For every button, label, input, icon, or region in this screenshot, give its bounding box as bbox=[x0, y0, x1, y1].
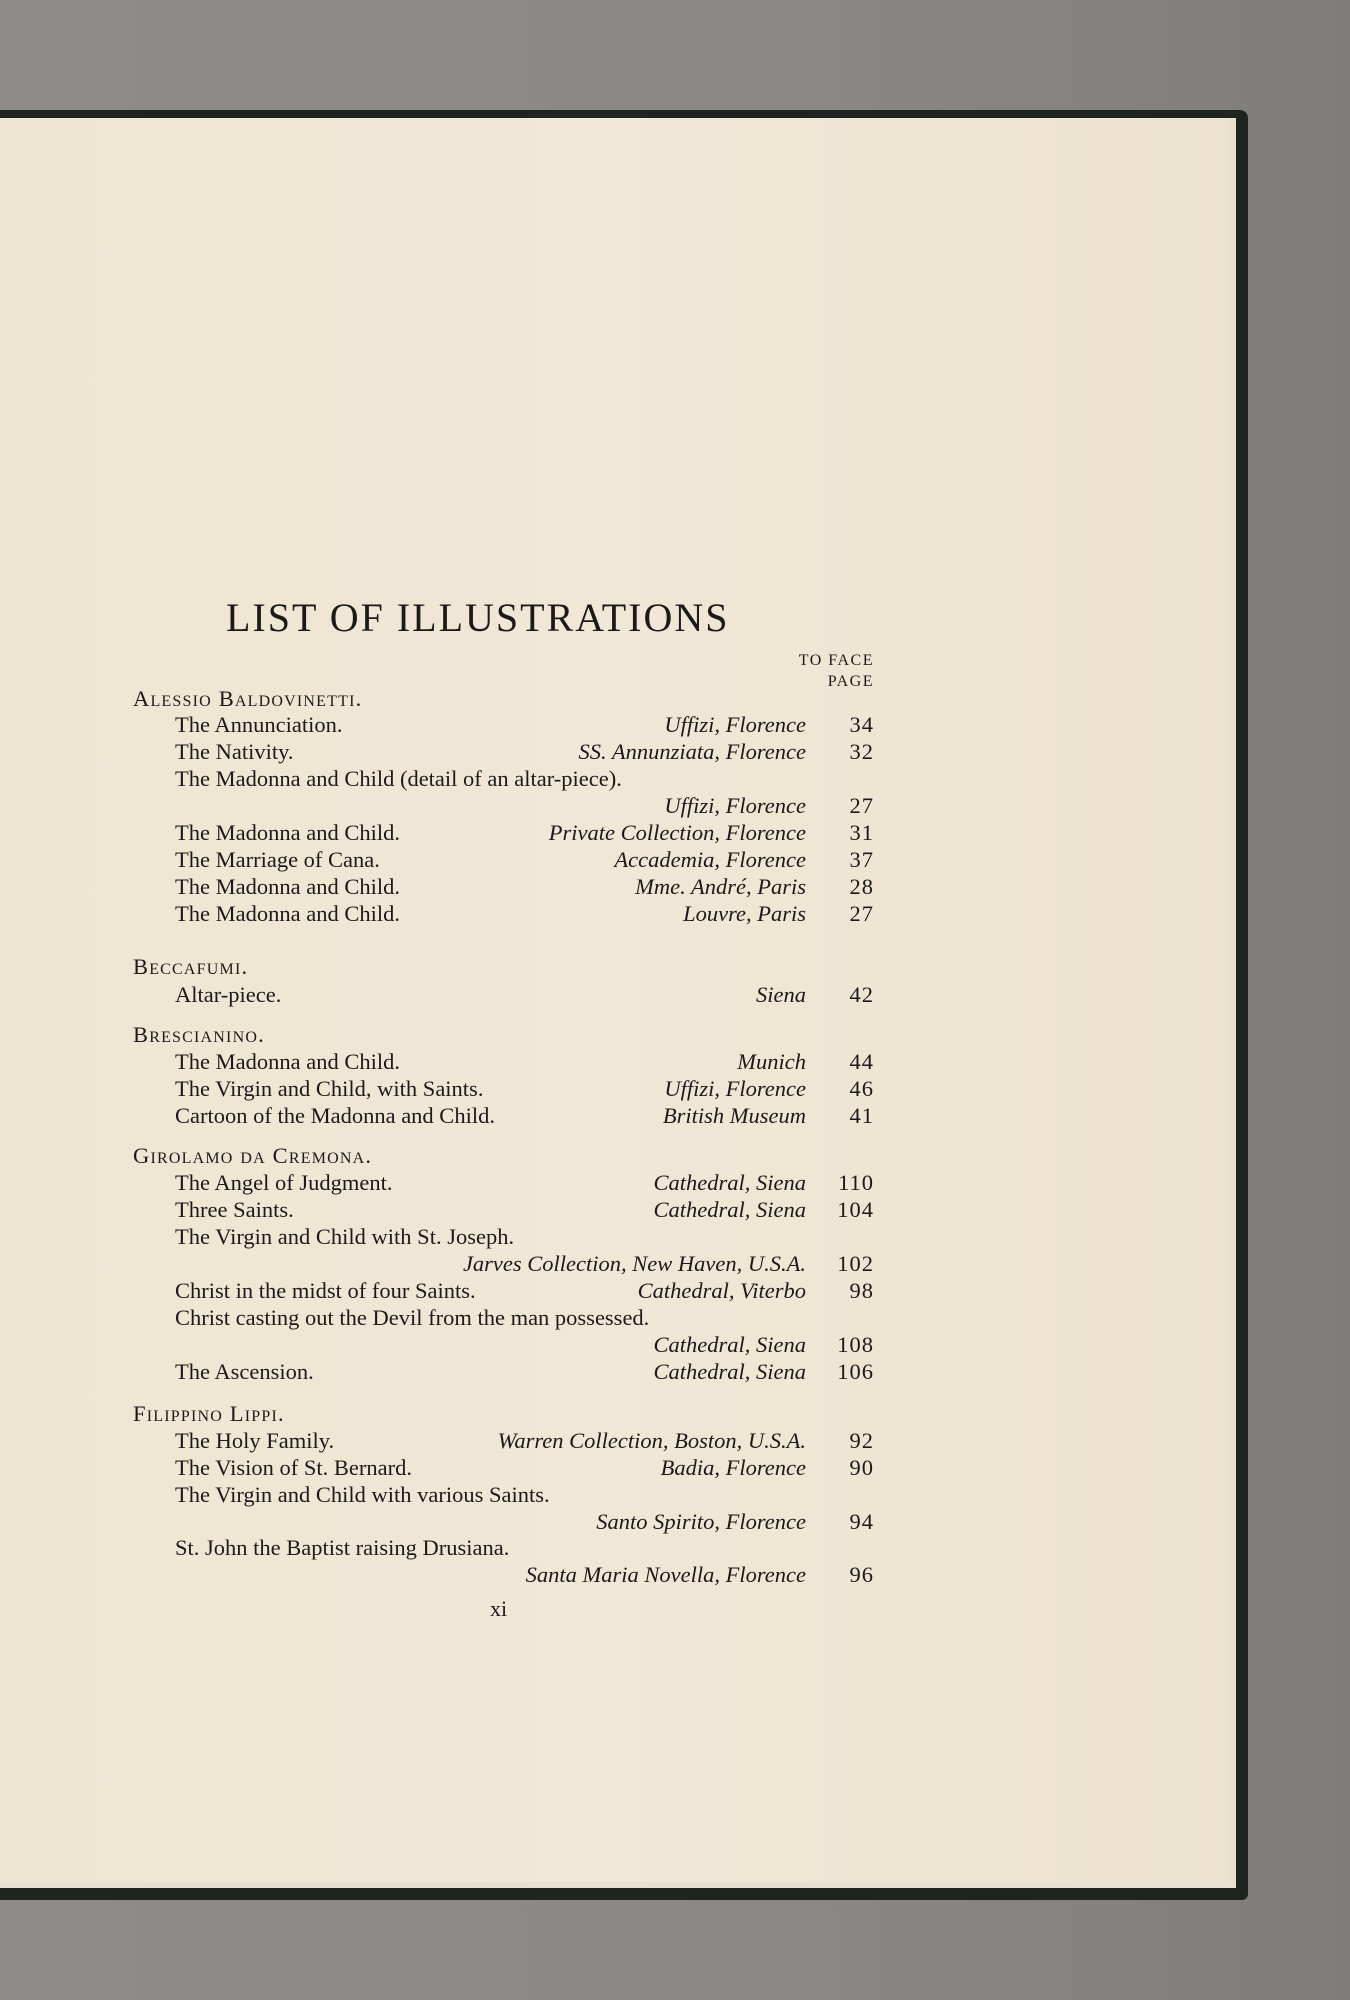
illustration-entry bbox=[0, 1509, 1350, 1536]
to-face-label: TO FACE bbox=[798, 652, 874, 669]
illustration-location: Munich bbox=[737, 1049, 806, 1074]
illustration-location: Private Collection, Florence bbox=[548, 820, 806, 845]
facing-page-number: 41 bbox=[849, 1103, 874, 1128]
artist-heading bbox=[0, 1022, 1350, 1049]
illustration-entry bbox=[0, 1482, 1350, 1509]
illustration-entry bbox=[0, 1332, 1350, 1359]
illustration-title: The Holy Family. bbox=[175, 1428, 335, 1453]
illustration-entry bbox=[0, 1562, 1350, 1589]
artist-heading bbox=[0, 954, 1350, 981]
facing-page-number: 90 bbox=[849, 1455, 874, 1480]
illustration-location: Mme. André, Paris bbox=[635, 874, 806, 899]
facing-page-number: 98 bbox=[849, 1278, 874, 1303]
illustration-entry bbox=[0, 1049, 1350, 1076]
facing-page-number: 28 bbox=[849, 874, 874, 899]
illustration-title: The Nativity. bbox=[175, 739, 294, 764]
illustration-entry bbox=[0, 1428, 1350, 1455]
artist-heading bbox=[0, 1401, 1350, 1428]
illustration-title: The Virgin and Child, with Saints. bbox=[175, 1076, 484, 1101]
illustration-title: The Vision of St. Bernard. bbox=[175, 1455, 412, 1480]
illustration-location: Warren Collection, Boston, U.S.A. bbox=[497, 1428, 806, 1453]
facing-page-number: 92 bbox=[849, 1428, 874, 1453]
illustration-location: Uffizi, Florence bbox=[664, 712, 806, 737]
illustration-location: Accademia, Florence bbox=[614, 847, 806, 872]
illustration-entry bbox=[0, 982, 1350, 1009]
illustration-location: British Museum bbox=[662, 1103, 806, 1128]
illustration-location: Cathedral, Viterbo bbox=[637, 1278, 806, 1303]
illustration-title: The Virgin and Child with St. Joseph. bbox=[175, 1224, 515, 1249]
illustration-entry bbox=[0, 847, 1350, 874]
illustration-title: The Marriage of Cana. bbox=[175, 847, 380, 872]
illustration-location: Jarves Collection, New Haven, U.S.A. bbox=[462, 1251, 806, 1276]
illustration-entry bbox=[0, 1455, 1350, 1482]
illustration-location: Uffizi, Florence bbox=[664, 1076, 806, 1101]
facing-page-number: 27 bbox=[849, 793, 874, 818]
illustration-entry bbox=[0, 1224, 1350, 1251]
facing-page-number: 32 bbox=[849, 739, 874, 764]
illustration-title: Altar-piece. bbox=[175, 982, 282, 1007]
facing-page-number: 27 bbox=[849, 901, 874, 926]
facing-page-number: 108 bbox=[837, 1332, 874, 1357]
illustration-title: Christ casting out the Devil from the man possessed. bbox=[175, 1305, 650, 1330]
illustration-title: The Madonna and Child. bbox=[175, 1049, 400, 1074]
illustration-title: The Ascension. bbox=[175, 1359, 314, 1384]
illustration-title: The Madonna and Child. bbox=[175, 874, 400, 899]
illustration-entry bbox=[0, 1103, 1350, 1130]
illustration-location: Cathedral, Siena bbox=[653, 1170, 806, 1195]
illustration-title: Cartoon of the Madonna and Child. bbox=[175, 1103, 495, 1128]
illustration-location: Louvre, Paris bbox=[683, 901, 806, 926]
illustration-entry bbox=[0, 1359, 1350, 1386]
illustration-title: Three Saints. bbox=[175, 1197, 294, 1222]
facing-page-number: 44 bbox=[849, 1049, 874, 1074]
illustration-entry bbox=[0, 1076, 1350, 1103]
facing-page-number: 34 bbox=[849, 712, 874, 737]
illustration-location: Uffizi, Florence bbox=[664, 793, 806, 818]
illustration-title: The Virgin and Child with various Saints. bbox=[175, 1482, 550, 1507]
illustration-location: SS. Annunziata, Florence bbox=[578, 739, 806, 764]
artist-name: Filippino Lippi. bbox=[133, 1401, 285, 1426]
illustration-location: Santo Spirito, Florence bbox=[596, 1509, 806, 1534]
illustration-entry bbox=[0, 793, 1350, 820]
illustration-entry bbox=[0, 1197, 1350, 1224]
page-number: xi bbox=[490, 1596, 508, 1621]
illustration-entry bbox=[0, 820, 1350, 847]
artist-heading bbox=[0, 686, 1350, 713]
facing-page-number: 31 bbox=[849, 820, 874, 845]
illustration-title: The Madonna and Child. bbox=[175, 820, 400, 845]
page-title: LIST OF ILLUSTRATIONS bbox=[226, 595, 730, 640]
illustration-title: The Madonna and Child. bbox=[175, 901, 400, 926]
illustration-entry bbox=[0, 1278, 1350, 1305]
facing-page-number: 96 bbox=[849, 1562, 874, 1587]
illustration-location: Cathedral, Siena bbox=[653, 1197, 806, 1222]
illustration-entry bbox=[0, 1251, 1350, 1278]
artist-name: Girolamo da Cremona. bbox=[133, 1143, 373, 1168]
illustration-entry bbox=[0, 712, 1350, 739]
facing-page-number: 37 bbox=[849, 847, 874, 872]
illustration-entry bbox=[0, 1305, 1350, 1332]
illustration-location: Siena bbox=[756, 982, 806, 1007]
illustration-location: Cathedral, Siena bbox=[653, 1359, 806, 1384]
facing-page-number: 104 bbox=[837, 1197, 874, 1222]
illustration-location: Badia, Florence bbox=[660, 1455, 806, 1480]
facing-page-number: 94 bbox=[849, 1509, 874, 1534]
illustration-title: St. John the Baptist raising Drusiana. bbox=[175, 1535, 510, 1560]
illustration-entry bbox=[0, 766, 1350, 793]
artist-name: Beccafumi. bbox=[133, 954, 249, 979]
artist-name: Alessio Baldovinetti. bbox=[133, 686, 363, 711]
illustration-entry bbox=[0, 874, 1350, 901]
facing-page-number: 110 bbox=[838, 1170, 874, 1195]
illustration-entry bbox=[0, 901, 1350, 928]
illustration-location: Santa Maria Novella, Florence bbox=[525, 1562, 806, 1587]
illustration-location: Cathedral, Siena bbox=[653, 1332, 806, 1357]
illustration-title: The Madonna and Child (detail of an altar-piece). bbox=[175, 766, 622, 791]
facing-page-number: 106 bbox=[837, 1359, 874, 1384]
illustration-title: The Annunciation. bbox=[175, 712, 343, 737]
illustration-title: The Angel of Judgment. bbox=[175, 1170, 393, 1195]
page-label: PAGE bbox=[827, 673, 874, 690]
facing-page-number: 102 bbox=[837, 1251, 874, 1276]
artist-heading bbox=[0, 1143, 1350, 1170]
illustration-entry bbox=[0, 1170, 1350, 1197]
illustration-title: Christ in the midst of four Saints. bbox=[175, 1278, 476, 1303]
facing-page-number: 42 bbox=[849, 982, 874, 1007]
artist-name: Brescianino. bbox=[133, 1022, 265, 1047]
facing-page-number: 46 bbox=[849, 1076, 874, 1101]
illustration-entry bbox=[0, 739, 1350, 766]
illustration-entry bbox=[0, 1535, 1350, 1562]
